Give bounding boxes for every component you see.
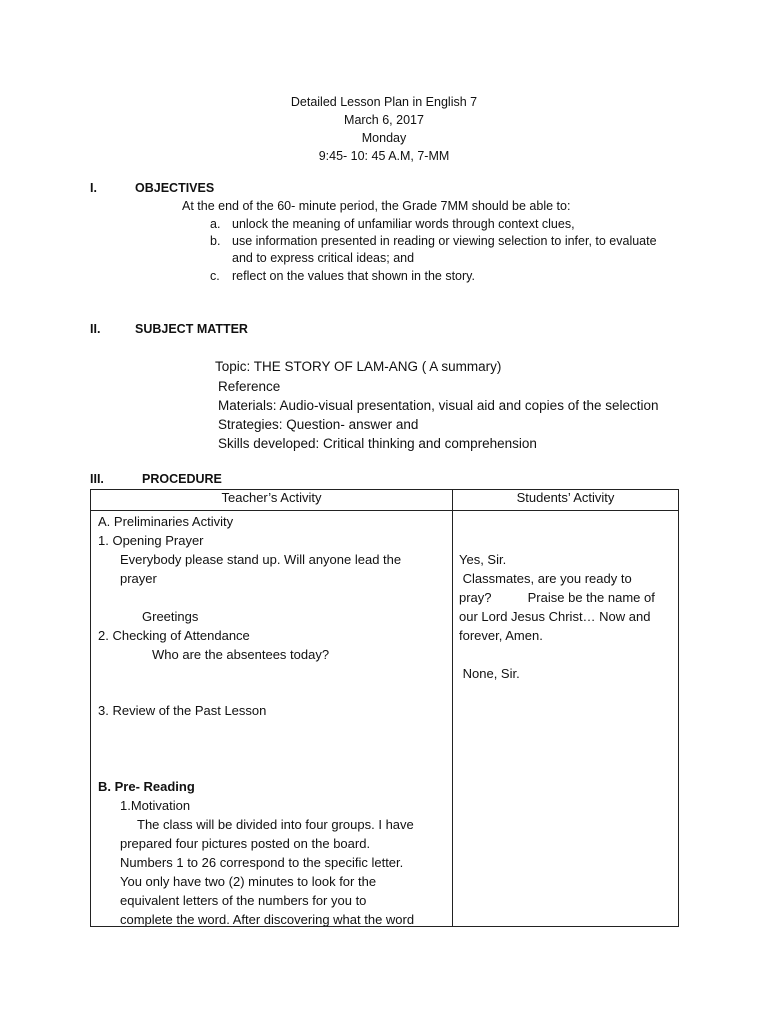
student-line: our Lord Jesus Christ… Now and	[459, 609, 651, 624]
student-line: forever, Amen.	[459, 628, 543, 643]
subject-matter-heading: SUBJECT MATTER	[135, 322, 248, 336]
objective-a-letter: a.	[210, 217, 221, 231]
students-activity-cell	[453, 511, 679, 927]
subject-topic: Topic: THE STORY OF LAM-ANG ( A summary)	[215, 359, 502, 374]
teacher-line: prepared four pictures posted on the board.	[120, 836, 371, 851]
subject-strategies: Strategies: Question- answer and	[218, 417, 419, 432]
objectives-intro: At the end of the 60- minute period, the Grade 7MM should be able to:	[182, 199, 571, 213]
document-day: Monday	[361, 131, 407, 145]
student-line: Classmates, are you ready to	[459, 571, 632, 586]
subject-reference: Reference	[218, 379, 281, 394]
teacher-line: The class will be divided into four groups. I have	[137, 817, 414, 832]
document-date: March 6, 2017	[344, 113, 424, 127]
objectives-heading: OBJECTIVES	[135, 181, 215, 195]
procedure-heading: PROCEDURE	[142, 472, 222, 486]
objective-b-text-cont: and to express critical ideas; and	[232, 251, 415, 265]
students-activity-header: Students’ Activity	[453, 490, 679, 511]
teacher-line: 3. Review of the Past Lesson	[98, 703, 267, 718]
objective-a-text: unlock the meaning of unfamiliar words through context clues,	[232, 217, 575, 231]
teacher-line: prayer	[120, 571, 157, 586]
teacher-activity-cell	[91, 511, 453, 927]
teacher-line: 2. Checking of Attendance	[98, 628, 250, 643]
objective-c-text: reflect on the values that shown in the story.	[232, 269, 475, 283]
teacher-line: 1. Opening Prayer	[98, 533, 204, 548]
teacher-line: 1.Motivation	[120, 798, 191, 813]
subject-materials: Materials: Audio-visual presentation, visual aid and copies of the selection	[218, 398, 659, 413]
teacher-line: B. Pre- Reading	[98, 779, 195, 794]
objective-b-letter: b.	[210, 234, 221, 248]
document-title: Detailed Lesson Plan in English 7	[290, 95, 478, 109]
teacher-line: Greetings	[142, 609, 199, 624]
procedure-table-row	[91, 511, 679, 927]
student-line: Yes, Sir.	[459, 552, 507, 567]
teacher-line: complete the word. After discovering what the word	[120, 912, 415, 926]
teacher-line: Numbers 1 to 26 correspond to the specific letter.	[120, 855, 404, 870]
teacher-line: Everybody please stand up. Will anyone lead the	[120, 552, 402, 567]
procedure-number: III.	[90, 472, 104, 486]
objective-b-text: use information presented in reading or viewing selection to infer, to evaluate	[232, 234, 657, 248]
objectives-number: I.	[90, 181, 97, 195]
student-line: None, Sir.	[459, 666, 520, 681]
teacher-line: A. Preliminaries Activity	[98, 514, 234, 529]
objective-c-letter: c.	[210, 269, 220, 283]
procedure-table-header-row	[91, 490, 679, 511]
procedure-table	[90, 489, 679, 927]
student-line: pray? Praise be the name of	[459, 590, 655, 605]
teacher-line: You only have two (2) minutes to look for the	[120, 874, 377, 889]
document-time: 9:45- 10: 45 A.M, 7-MM	[318, 149, 450, 163]
teacher-line: equivalent letters of the numbers for you to	[120, 893, 367, 908]
teacher-activity-header: Teacher’s Activity	[91, 490, 453, 511]
subject-skills: Skills developed: Critical thinking and comprehension	[218, 436, 537, 451]
subject-matter-number: II.	[90, 322, 101, 336]
teacher-line: Who are the absentees today?	[152, 647, 330, 662]
